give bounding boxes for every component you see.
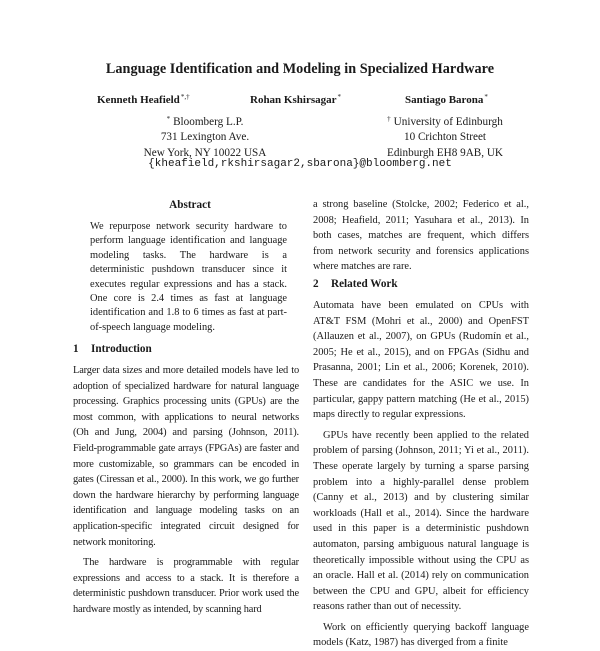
- abstract-heading: Abstract: [169, 199, 211, 211]
- affiliation-line: 10 Crichton Street: [403, 131, 487, 144]
- affiliation-line: New York, NY 10022 USA: [143, 146, 267, 159]
- author: [405, 93, 488, 106]
- paragraph: The hardware is programmable with regular expressions and access to a stack. It is therefore a deterministic pushdown transducer. Prior work used the hardware mostly as intended, by scanning hard: [73, 557, 299, 615]
- section-title: Related Work: [331, 278, 398, 290]
- affiliation-mark: †: [387, 115, 391, 123]
- paragraph: GPUs have recently been applied to the related problem of parsing (Johnson, 2011; Yi et al., 2011). These operate largely by turning a sparse parsing problem into a highly-parallel dense problem (Canny et al., 2013) and by clustering similar workloads (Hall et al., 2014). Since the hardware used in this paper is a deterministic pushdown automaton, parsing ambiguous natural language is theoretically impossible without using the CPU as an oracle. Hall et al. (2014) rely on communication between the CPU and GPU, albeit for efficiency reasons rather than out of necessity.: [313, 429, 529, 613]
- author-name: Santiago Barona: [405, 94, 484, 106]
- author-affiliation-marks: *: [337, 93, 341, 101]
- right-column-continuation: [313, 197, 529, 275]
- section-title: Introduction: [91, 343, 152, 355]
- affiliation-line: Edinburgh EH8 9AB, UK: [386, 146, 503, 159]
- affiliation-bloomberg: [130, 112, 280, 161]
- paragraph: a strong baseline (Stolcke, 2002; Federico et al., 2008; Heafield, 2011; Yasuhara et al., 2013). In both cases, matches are frequent, which differs from network security and forensics applications where matches are rare.: [313, 199, 529, 273]
- author-list: [0, 93, 600, 109]
- related-work-body: [313, 298, 529, 651]
- section-number: 1: [73, 343, 79, 355]
- paragraph: Work on efficiently querying backoff language models (Katz, 1987) has diverged from a finite: [313, 621, 529, 649]
- section-heading-introduction: [73, 343, 152, 355]
- author-name: Kenneth Heafield: [97, 94, 180, 106]
- author: [250, 93, 341, 106]
- author-emails: {kheafield,rkshirsagar2,sbarona}@bloomberg.net: [148, 158, 452, 170]
- affiliation-line: 731 Lexington Ave.: [160, 131, 250, 144]
- paragraph: Automata have been emulated on CPUs with AT&T FSM (Mohri et al., 2000) and OpenFST (Allauzen et al., 2007), on GPUs (Rudomín et al., 2005; He et al., 2015), and on FPGAs (Sidhu and Prasanna, 2001; Lin et al., 2006; Korenek, 2010). These are candidates for the ASIC we use. In particular, gappy pattern matching (He et al., 2015) maps directly to regular expressions.: [313, 300, 529, 421]
- affiliation-line: Bloomberg L.P.: [173, 116, 244, 128]
- affiliation-mark: *: [166, 115, 171, 123]
- paper-title: Language Identification and Modeling in Specialized Hardware: [105, 61, 495, 77]
- author-name: Rohan Kshirsagar: [250, 94, 337, 106]
- abstract-body: [90, 220, 287, 335]
- section-heading-related-work: [313, 278, 398, 290]
- paragraph: Larger data sizes and more detailed models have led to adoption of specialized hardware for natural language processing. Graphics processing units (GPUs) are the most common, with applications to neural networks (Oh and Jung, 2004) and parsing (Johnson, 2011). Field-programmable gate arrays (FPGAs) are faster and more customizable, so grammars can be encoded in gates (Ciressan et al., 2000). In this work, we go further down the hardware hierarchy by performing language identification and language modeling tasks on an application-specific integrated circuit designed for network monitoring.: [73, 365, 299, 548]
- introduction-body: [73, 363, 299, 618]
- author-affiliation-marks: *: [484, 93, 488, 101]
- author: [97, 93, 190, 106]
- affiliation-line: University of Edinburgh: [393, 116, 503, 128]
- affiliation-edinburgh: [370, 112, 520, 161]
- section-number: 2: [313, 278, 319, 290]
- author-affiliation-marks: *,†: [180, 93, 190, 101]
- abstract-text: We repurpose network security hardware to perform language identification and language modeling tasks. The hardware is a deterministic pushdown transducer since it executes regular expressions and has a stack. One core is 2.4 times as fast at language identification and 1.8 to 6 times as fast at part-of-speech language modeling.: [90, 221, 287, 333]
